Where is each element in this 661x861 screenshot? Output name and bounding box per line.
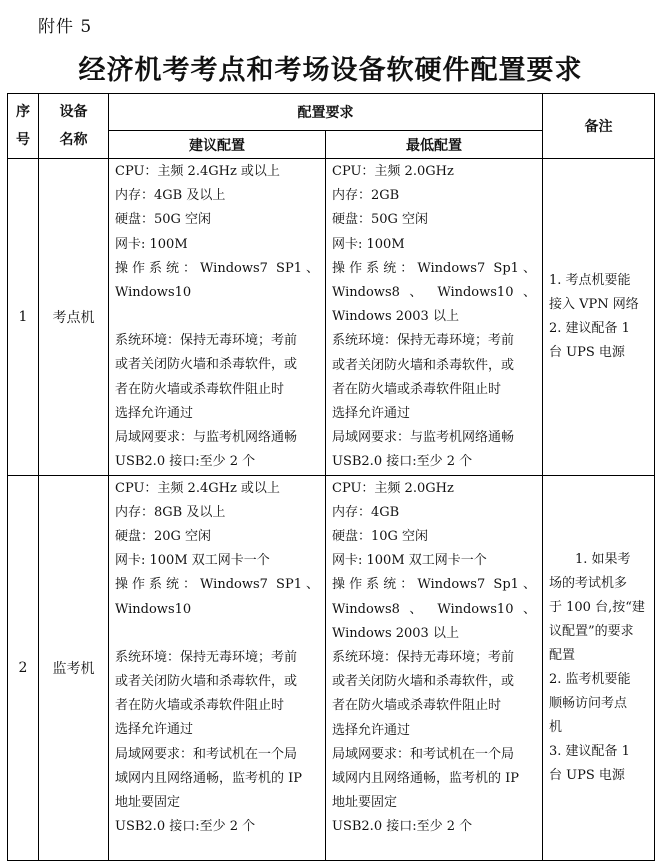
- row-number: 1: [8, 159, 39, 476]
- minimum-config: [326, 159, 543, 476]
- header-minimum: 最低配置: [326, 131, 543, 159]
- header-seq-line-2: 号: [16, 132, 30, 148]
- env-spec-line-1: 系统环境：保持无毒环境；考前: [115, 333, 298, 349]
- nic-spec: 网卡: 100M 双工网卡一个: [115, 553, 270, 569]
- env-spec-line-3: 者在防火墙或杀毒软件阻止时: [332, 381, 502, 397]
- disk-spec: 硬盘：20G 空闲: [115, 529, 212, 545]
- lan-spec-line-3: 地址要固定: [332, 795, 398, 811]
- row-number: 2: [8, 475, 39, 860]
- remark-line: 顺畅访问考点: [549, 695, 628, 711]
- memory-spec: 内存：2GB: [332, 188, 400, 204]
- lan-spec-line-3: 地址要固定: [115, 795, 181, 811]
- env-spec-line-4: 选择允许通过: [332, 722, 411, 738]
- usb-spec: USB2.0 接口:至少 2 个: [115, 819, 256, 835]
- usb-spec: USB2.0 接口:至少 2 个: [115, 454, 256, 470]
- remark-line: 1. 如果考: [575, 551, 631, 567]
- os-spec-line-1: 操作系统：Windows7 Sp1、: [332, 260, 536, 276]
- minimum-config: [326, 475, 543, 860]
- cpu-spec: CPU：主频 2.0GHz: [332, 480, 454, 496]
- env-spec-line-3: 者在防火墙或杀毒软件阻止时: [115, 698, 285, 714]
- os-spec-line-3: Windows 2003 以上: [332, 625, 459, 641]
- env-spec-line-2: 或者关闭防火墙和杀毒软件，或: [332, 357, 515, 373]
- os-spec-line-2: Windows8 、 Windows10 、: [332, 601, 536, 617]
- lan-spec-line-1: 局域网要求：和考试机在一个局: [115, 746, 298, 762]
- lan-spec-line-1: 局域网要求：和考试机在一个局: [332, 746, 515, 762]
- remark-line: 接入 VPN 网络: [549, 296, 639, 312]
- lan-spec: 局域网要求：与监考机网络通畅: [115, 430, 298, 446]
- remark-line: 2. 建议配备 1: [549, 320, 630, 336]
- header-device: [39, 94, 109, 159]
- device-name: 监考机: [39, 475, 109, 860]
- env-spec-line-2: 或者关闭防火墙和杀毒软件，或: [115, 357, 298, 373]
- remark-line: 议配置”的要求: [549, 623, 634, 639]
- lan-spec-line-2: 域网内且网络通畅，监考机的 IP: [115, 770, 303, 786]
- header-seq: [8, 94, 39, 159]
- nic-spec: 网卡: 100M: [332, 236, 405, 252]
- header-seq-line-1: 序: [16, 104, 30, 120]
- lan-spec: 局域网要求：与监考机网络通畅: [332, 430, 515, 446]
- cpu-spec: CPU：主频 2.0GHz: [332, 164, 454, 179]
- os-spec-line-2: Windows10: [115, 601, 192, 617]
- table-row: [8, 475, 655, 860]
- remark-line: 1. 考点机要能: [549, 272, 631, 288]
- env-spec-line-1: 系统环境：保持无毒环境；考前: [332, 650, 515, 666]
- remark-line: 配置: [549, 647, 576, 663]
- remarks-cell: [543, 475, 655, 860]
- table-row: [8, 159, 655, 476]
- os-spec-line-1: 操作系统：Windows7 SP1、: [115, 577, 319, 593]
- remark-line: 2. 监考机要能: [549, 671, 631, 687]
- remark-line: 台 UPS 电源: [549, 344, 625, 360]
- remark-line: 机: [549, 719, 563, 735]
- cpu-spec: CPU：主频 2.4GHz 或以上: [115, 164, 280, 179]
- os-spec-line-3: Windows 2003 以上: [332, 309, 459, 325]
- usb-spec: USB2.0 接口:至少 2 个: [332, 819, 473, 835]
- usb-spec: USB2.0 接口:至少 2 个: [332, 454, 473, 470]
- os-spec-line-2: Windows8 、 Windows10 、: [332, 285, 536, 301]
- env-spec-line-1: 系统环境：保持无毒环境；考前: [115, 649, 298, 665]
- memory-spec: 内存：4GB: [332, 504, 400, 520]
- disk-spec: 硬盘：10G 空闲: [332, 529, 429, 545]
- recommended-config: [109, 159, 326, 476]
- env-spec-line-4: 选择允许通过: [332, 406, 411, 422]
- config-table: [7, 93, 655, 861]
- disk-spec: 硬盘：50G 空闲: [332, 212, 429, 228]
- env-spec-line-4: 选择允许通过: [115, 405, 194, 421]
- disk-spec: 硬盘：50G 空闲: [115, 212, 212, 228]
- remark-line: 台 UPS 电源: [549, 767, 625, 783]
- env-spec-line-1: 系统环境：保持无毒环境；考前: [332, 333, 515, 349]
- header-device-line-1: 设备: [59, 104, 88, 120]
- nic-spec: 网卡: 100M 双工网卡一个: [332, 553, 487, 569]
- cpu-spec: CPU：主频 2.4GHz 或以上: [115, 480, 280, 496]
- remark-line: 场的考试机多: [549, 575, 628, 591]
- header-remarks: 备注: [543, 94, 655, 159]
- os-spec-line-2: Windows10: [115, 285, 192, 301]
- header-device-line-2: 名称: [59, 132, 88, 148]
- attachment-label: 附件 5: [38, 17, 93, 37]
- env-spec-line-2: 或者关闭防火墙和杀毒软件，或: [115, 674, 298, 690]
- header-recommended: 建议配置: [109, 131, 326, 159]
- device-name: 考点机: [39, 159, 109, 476]
- nic-spec: 网卡: 100M: [115, 236, 188, 252]
- env-spec-line-3: 者在防火墙或杀毒软件阻止时: [332, 698, 502, 714]
- recommended-config: [109, 475, 326, 860]
- os-spec-line-1: 操作系统：Windows7 Sp1、: [332, 577, 536, 593]
- remark-line: 3. 建议配备 1: [549, 743, 630, 759]
- os-spec-line-1: 操作系统：Windows7 SP1、: [115, 260, 319, 276]
- env-spec-line-4: 选择允许通过: [115, 722, 194, 738]
- remark-line: 于 100 台,按“建: [549, 599, 645, 615]
- memory-spec: 内存：4GB 及以上: [115, 188, 226, 204]
- env-spec-line-3: 者在防火墙或杀毒软件阻止时: [115, 381, 285, 397]
- env-spec-line-2: 或者关闭防火墙和杀毒软件，或: [332, 674, 515, 690]
- memory-spec: 内存：8GB 及以上: [115, 504, 226, 520]
- document-title: 经济机考考点和考场设备软硬件配置要求: [78, 55, 583, 86]
- remarks-cell: [543, 159, 655, 476]
- lan-spec-line-2: 域网内且网络通畅，监考机的 IP: [332, 771, 520, 787]
- header-config: 配置要求: [109, 94, 543, 131]
